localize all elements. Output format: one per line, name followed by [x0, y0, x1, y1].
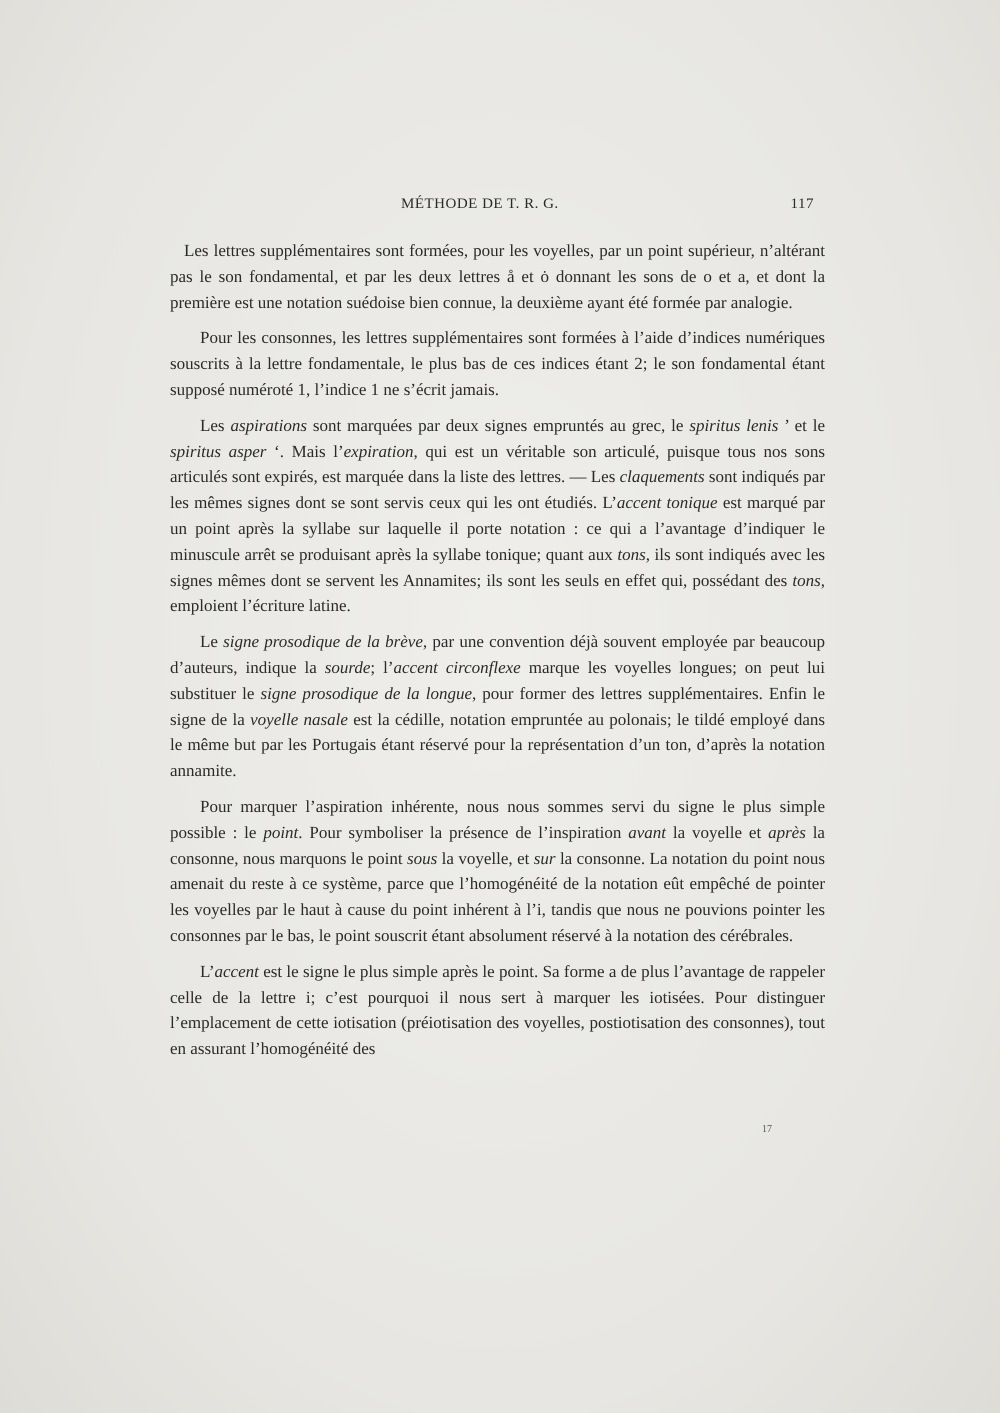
text-run: , qui est un véritable son articulé, puisque tous nos sons articulés sont expirés, est marquée dans la liste des lettres. — Les [170, 441, 825, 487]
running-head [170, 196, 820, 220]
italic-term: expiration [343, 441, 414, 461]
italic-term: sourde [324, 657, 371, 677]
text-run: , pour former des lettres supplémentaires. Enfin le signe de la [170, 683, 825, 729]
italic-term: voyelle nasale [250, 709, 348, 729]
text-run: Pour marquer l’aspiration inhérente, nous nous sommes servi du signe le plus simple possible : le [170, 796, 825, 842]
italic-term: accent [214, 961, 259, 981]
text-run: ; l’ [370, 657, 394, 677]
text-run: marque les voyelles longues; on peut lui substituer le [170, 657, 825, 703]
page-number: 117 [790, 196, 814, 212]
text-run: la consonne. La notation du point nous amenait du reste à ce système, parce que l’homogénéité de la notation eût empêché de pointer les voyelles par le haut à cause du point inhérent à l’i, tandis que nous ne pouvions pointer les consonnes par le bas, le point souscrit étant absolument réservé à la notation des cérébrales. [170, 848, 825, 945]
text-run: . Pour symboliser la présence de l’inspiration [298, 822, 629, 842]
text-run: est marqué par un point après la syllabe sur laquelle il porte notation : ce qui a l’avantage d’indiquer le minuscule arrêt se produisant après la syllabe tonique; quant aux [170, 493, 825, 564]
text-run: est la cédille, notation empruntée au polonais; le tildé employé dans le même but par les Portugais étant réservé pour la représentation d’un ton, d’après la notation annamite. [170, 709, 825, 781]
italic-term: signe prosodique de la longue [260, 683, 472, 703]
running-title: MÉTHODE DE T. R. G. [401, 196, 559, 212]
italic-term: spiritus lenis [689, 415, 779, 435]
italic-term: avant [628, 822, 666, 842]
italic-term: point [263, 822, 299, 842]
text-run: la voyelle et [666, 822, 769, 842]
paragraph-3 [170, 413, 825, 619]
italic-term: accent tonique [616, 493, 718, 513]
paragraph-6 [170, 959, 825, 1062]
text-run: sont indiqués par les mêmes signes dont se sont servis ceux qui les ont étudiés. L’ [170, 467, 826, 513]
italic-term: spiritus asper [170, 441, 267, 461]
paragraph-4 [170, 629, 825, 784]
italic-term: claquements [619, 467, 705, 487]
signature-mark: 17 [762, 1124, 772, 1135]
text-run: , par une convention déjà souvent employée par beaucoup d’auteurs, indique la [170, 632, 825, 677]
italic-term: tons [617, 544, 646, 564]
text-run: ’ et le [778, 415, 826, 435]
paragraph-2 [170, 325, 825, 402]
text-run: Les lettres supplémentaires sont formées, pour les voyelles, par un point supérieur, n’altérant pas le son fondamental, et par les deux lettres å et ȯ donnant les sons de o et a, et dont la première est une notation suédoise bien connue, la deuxième ayant été formée par analogie. [170, 241, 825, 312]
italic-term: sous [407, 848, 438, 868]
paragraph-5 [170, 794, 825, 949]
text-run: , ils sont indiqués avec les signes mêmes dont se servent les Annamites; ils sont les seuls en effet qui, possédant des [170, 544, 826, 590]
italic-term: accent circonflexe [393, 657, 521, 677]
italic-term: tons [792, 570, 821, 590]
text-run: sont marquées par deux signes empruntés au grec, le [306, 415, 690, 435]
italic-term: signe prosodique de la brève [223, 632, 423, 652]
paragraph-1 [170, 238, 825, 315]
text-run: Le [200, 632, 224, 652]
italic-term: aspirations [230, 415, 307, 435]
body-text [170, 238, 825, 1072]
text-run: Pour les consonnes, les lettres supplémentaires sont formées à l’aide d’indices numériques souscrits à la lettre fondamentale, le plus bas de ces indices étant 2; le son fondamental étant supposé numéroté 1, l’indice 1 ne s’écrit jamais. [170, 328, 825, 399]
italic-term: après [768, 822, 806, 842]
text-run: L’ [200, 961, 215, 981]
text-run: Les [200, 415, 231, 435]
text-run: ‘. Mais l’ [266, 441, 344, 461]
text-run: , emploient l’écriture latine. [170, 570, 825, 616]
text-run: est le signe le plus simple après le point. Sa forme a de plus l’avantage de rappeler celle de la lettre i; c’est pourquoi il nous sert à marquer les iotisées. Pour distinguer l’emplacement de cette iotisation (préiotisation des voyelles, postiotisation des consonnes), tout en assurant l’homogénéité des [170, 961, 825, 1059]
text-run: la consonne, nous marquons le point [170, 822, 825, 868]
italic-term: sur [533, 848, 556, 868]
text-run: la voyelle, et [437, 848, 534, 868]
